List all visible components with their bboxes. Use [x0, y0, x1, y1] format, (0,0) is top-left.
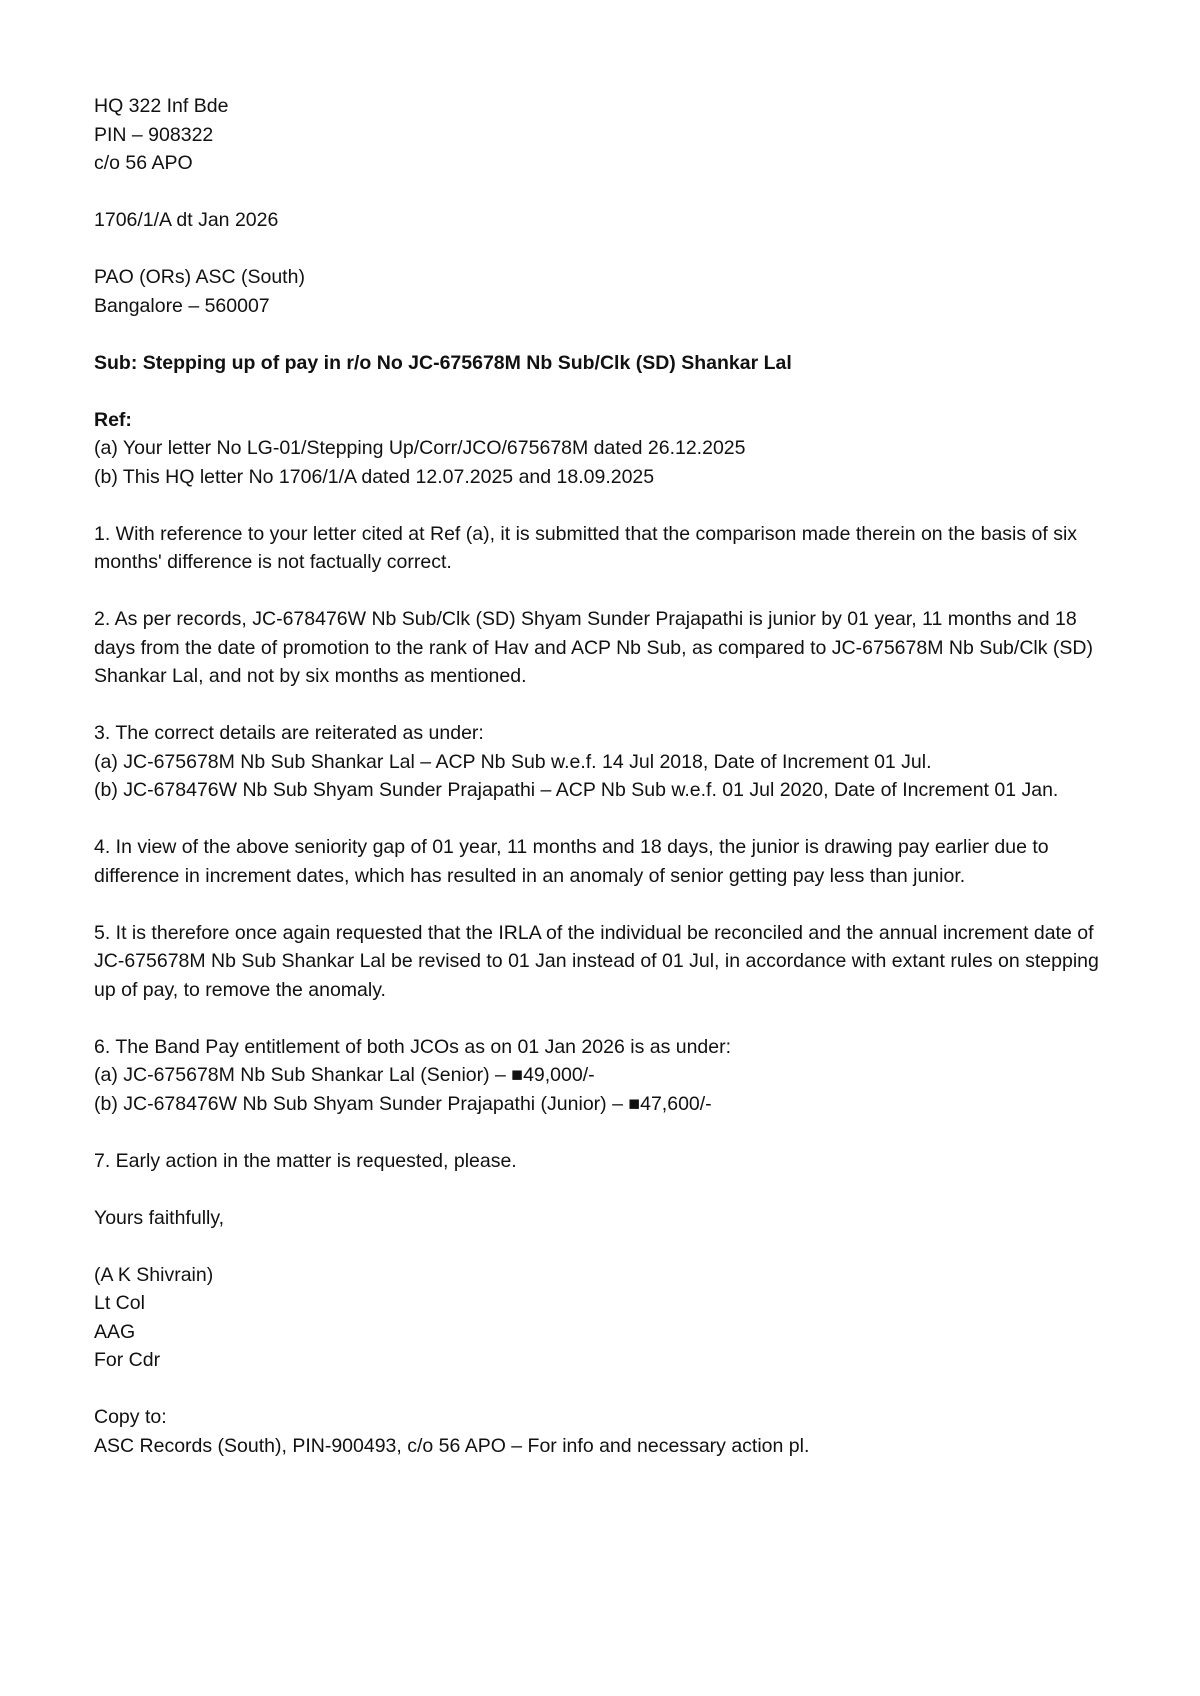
paragraph-4-text: 4. In view of the above seniority gap of 01 year, 11 months and 18 days, the junior is drawing pay earlier due to difference in increment dates, which has resulted in an anomaly of senior getting pay less than junior.: [94, 836, 1049, 887]
paragraph-3: [94, 719, 1114, 805]
addressee-line-2: Bangalore – 560007: [94, 294, 270, 317]
signatory-for: For Cdr: [94, 1349, 161, 1371]
paragraph-3-item-b: (b) JC-678476W Nb Sub Shyam Sunder Prajapathi – ACP Nb Sub w.e.f. 01 Jul 2020, Date of Increment 01 Jan.: [94, 779, 1059, 801]
sender-address: [94, 92, 1114, 178]
references-block: [94, 406, 1114, 492]
paragraph-7-text: 7. Early action in the matter is requested, please.: [94, 1149, 517, 1172]
copy-to-block: [94, 1403, 1114, 1460]
sender-line-2: PIN – 908322: [94, 123, 214, 146]
reference-number-block: [94, 206, 1114, 235]
copy-to-line: ASC Records (South), PIN-900493, c/o 56 APO – For info and necessary action pl.: [94, 1434, 810, 1457]
paragraph-5-text: 5. It is therefore once again requested that the IRLA of the individual be reconciled and the annual increment date of JC-675678M Nb Sub Shankar Lal be revised to 01 Jan instead of 01 Jul, in accordance with extant rules on stepping up of pay, to remove the anomaly.: [94, 921, 1099, 1001]
references-heading: Ref:: [94, 408, 132, 431]
closing-text: Yours faithfully,: [94, 1206, 225, 1229]
signatory-appointment: AAG: [94, 1320, 136, 1343]
paragraph-4: [94, 833, 1114, 890]
addressee-line-1: PAO (ORs) ASC (South): [94, 266, 305, 288]
paragraph-6-item-a: (a) JC-675678M Nb Sub Shankar Lal (Senior) – ■49,000/-: [94, 1064, 595, 1086]
closing-block: [94, 1204, 1114, 1233]
sender-line-1: HQ 322 Inf Bde: [94, 95, 229, 117]
paragraph-6-intro: 6. The Band Pay entitlement of both JCOs as on 01 Jan 2026 is as under:: [94, 1035, 732, 1058]
paragraph-2: [94, 605, 1114, 691]
subject-block: [94, 349, 1114, 378]
reference-a: (a) Your letter No LG-01/Stepping Up/Corr/JCO/675678M dated 26.12.2025: [94, 437, 746, 459]
paragraph-7: [94, 1147, 1114, 1176]
reference-number: 1706/1/A dt Jan 2026: [94, 209, 279, 231]
addressee: [94, 263, 1114, 320]
paragraph-6: [94, 1033, 1114, 1119]
reference-b: (b) This HQ letter No 1706/1/A dated 12.07.2025 and 18.09.2025: [94, 465, 655, 488]
signatory-name: (A K Shivrain): [94, 1263, 214, 1286]
letter-page: [94, 92, 1114, 1489]
paragraph-2-text: 2. As per records, JC-678476W Nb Sub/Clk (SD) Shyam Sunder Prajapathi is junior by 01 year, 11 months and 18 days from the date of promotion to the rank of Hav and ACP Nb Sub, as compared to JC-675678M Nb Sub/Clk (SD) Shankar Lal, and not by six months as mentioned.: [94, 608, 1093, 687]
sender-line-3: c/o 56 APO: [94, 152, 193, 174]
subject-line: Sub: Stepping up of pay in r/o No JC-675678M Nb Sub/Clk (SD) Shankar Lal: [94, 351, 792, 374]
paragraph-1: [94, 520, 1114, 577]
copy-to-heading: Copy to:: [94, 1406, 167, 1428]
paragraph-3-intro: 3. The correct details are reiterated as under:: [94, 722, 484, 744]
paragraph-1-text: 1. With reference to your letter cited at Ref (a), it is submitted that the comparison made therein on the basis of six months' difference is not factually correct.: [94, 522, 1078, 573]
paragraph-6-item-b: (b) JC-678476W Nb Sub Shyam Sunder Prajapathi (Junior) – ■47,600/-: [94, 1092, 712, 1115]
paragraph-3-item-a: (a) JC-675678M Nb Sub Shankar Lal – ACP Nb Sub w.e.f. 14 Jul 2018, Date of Increment 01 Jul.: [94, 750, 932, 773]
paragraph-5: [94, 919, 1114, 1005]
signature-block: [94, 1261, 1114, 1375]
signatory-rank: Lt Col: [94, 1292, 145, 1314]
